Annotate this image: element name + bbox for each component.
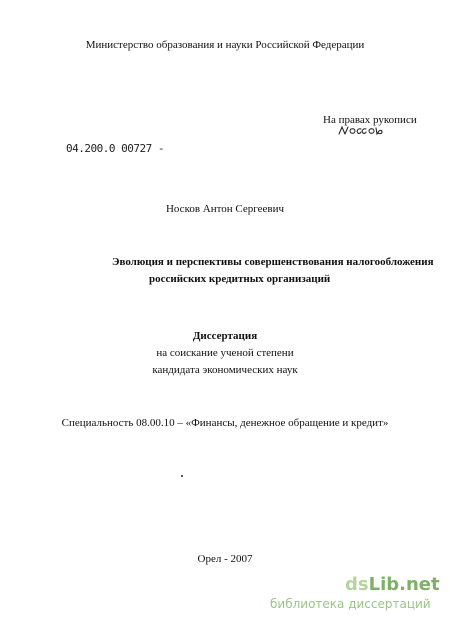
dissertation-title-line-1: Эволюция и перспективы совершенствования налогообложения <box>112 256 434 268</box>
manuscript-note: На правах рукописи <box>323 114 417 126</box>
dissertation-title-line-2: российских кредитных организаций <box>149 273 331 285</box>
document-type: Диссертация <box>192 330 258 342</box>
watermark-logo-left: ds <box>345 574 369 595</box>
specialty-line: Специальность 08.00.10 – «Финансы, денежное обращение и кредит» <box>61 417 389 429</box>
watermark-logo-right: Lib.net <box>368 574 440 595</box>
watermark-logo <box>345 575 440 595</box>
ministry-header: Министерство образования и науки Российской Федерации <box>85 39 365 51</box>
city-year: Орел - 2007 <box>197 553 253 565</box>
watermark-subtitle: библиотека диссертаций <box>270 597 431 611</box>
handwritten-signature <box>337 123 383 137</box>
author-name: Носков Антон Сергеевич <box>165 203 285 215</box>
degree-line-2: кандидата экономических наук <box>152 364 298 376</box>
archive-stamp: 04.200.0 00727 - <box>66 142 164 155</box>
degree-line-1: на соискание ученой степени <box>156 347 294 359</box>
stray-dot <box>181 475 183 477</box>
